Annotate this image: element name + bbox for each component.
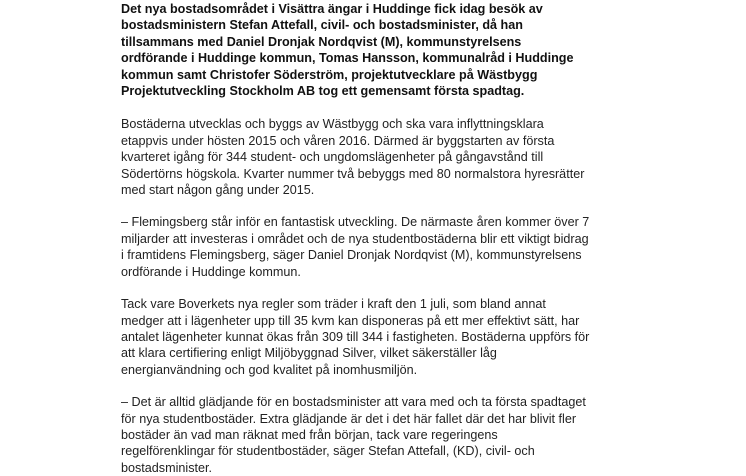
body-paragraph-3: Tack vare Boverkets nya regler som träder i kraft den 1 juli, som bland annat medger att i lägenheter upp till 35 kvm kan disponeras på ett mer effektivt sätt, har antalet lägenheter kunnat ökas från 309 till 344 i fastigheten. Bostäderna uppförs för att klara certifiering enligt Miljöbyggnad Silver, vilket säkerställer låg energianvändning och god kvalitet på inomhusmiljön. — [121, 297, 590, 377]
body-paragraph-4: – Det är alltid glädjande för en bostadsminister att vara med och ta första spadtaget för nya studentbostäder. Extra glädjande är det i det här fallet där det har blivit fler bostäder än vad man räknat med från början, tack vare regeringens regelförenklingar för studentbostäder, säger Stefan Attefall, (KD), civil- och bostadsminister. — [121, 395, 586, 475]
body-paragraph-2: – Flemingsberg står inför en fantastisk utveckling. De närmaste åren kommer över 7 miljarder att investeras i området och de nya studentbostäderna blir ett viktigt bidrag i framtidens Flemingsberg, säger Daniel Dronjak Nordqvist (M), kommunstyrelsens ordförande i Huddinge kommun. — [121, 215, 590, 279]
body-paragraph-1: Bostäderna utvecklas och byggs av Wästbygg och ska vara inflyttningsklara etappvis under hösten 2015 och våren 2016. Därmed är byggstarten av första kvarteret igång för 344 student- och ungdomslägenheter på gångavstånd till Södertörns högskola. Kvarter nummer två bebyggs med 80 normalstora hyresrätter med start någon gång under 2015. — [121, 117, 585, 198]
press-release-body — [121, 0, 591, 476]
intro-paragraph: Det nya bostadsområdet i Visättra ängar i Huddinge fick idag besök av bostadsministern Stefan Attefall, civil- och bostadsminister, då han tillsammans med Daniel Dronjak Nordqvist (M), kommunstyrelsens ordförande i Huddinge kommun, Tomas Hansson, kommunalråd i Huddinge kommun samt Christofer Söderström, projektutvecklare på Wästbygg Projektutveckling Stockholm AB tog ett gemensamt första spadtag. — [121, 2, 574, 99]
